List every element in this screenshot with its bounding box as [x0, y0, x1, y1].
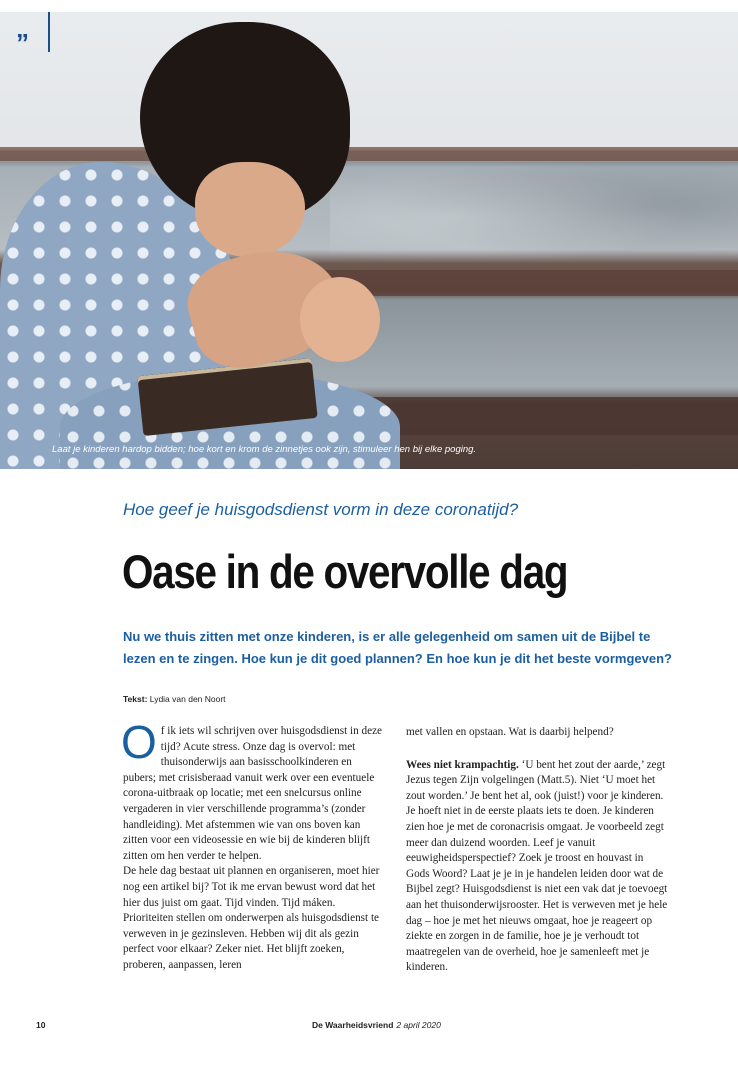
article-column-1 — [121, 716, 385, 974]
article-kicker: Hoe geef je huisgodsdienst vorm in deze coronatijd? — [123, 500, 519, 519]
quote-rule — [48, 12, 50, 52]
byline-label: Tekst: — [123, 694, 148, 704]
paragraph: met vallen en opstaan. Wat is daarbij helpend? — [406, 726, 614, 738]
paragraph — [121, 716, 385, 864]
paragraph-lead: Wees niet krampachtig. — [406, 758, 519, 771]
footer-publication — [312, 1020, 441, 1030]
paragraph: De hele dag bestaat uit plannen en organiseren, moet hier nog een artikel bij? Tot ik me ervan bewust word dat het hier dus juist om gaat. Tijd vinden. Tijd máken. Prioriteiten stellen om onderwerpen als huisgodsdienst te verweven in je gezinsleven. Hebben wij dit als gezin perfect voor elkaar? Zeker niet. Het blijft zoeken, proberen, aanpassen, leren — [123, 865, 380, 971]
article-title: Oase in de overvolle dag — [122, 545, 568, 598]
paragraph-text: f ik iets wil schrijven over huisgodsdienst in deze tijd? Acute stress. Onze dag is overvol: met thuisonderwijs aan basisschoolkinderen en pubers; met crisisberaad vanuit werk over een eventuele corona-uitbraak op locatie; met een snelcursus online vergaderen in vier verschillende programma’s (zonder handleiding). Met afstemmen wie van ons boven kan zitten voor een videosessie en wie bij de kinderen blijft zitten om hen verder te helpen. — [123, 725, 383, 862]
page-number: 10 — [36, 1020, 46, 1030]
quote-mark-icon: ” — [16, 28, 29, 58]
byline — [123, 694, 226, 704]
publication-name: De Waarheidsvriend — [312, 1020, 394, 1030]
photo-girl-face — [195, 162, 305, 257]
drop-cap: O — [121, 716, 157, 768]
article-intro: Nu we thuis zitten met onze kinderen, is er alle gelegenheid om samen uit de Bijbel te lezen en te zingen. Hoe kun je dit goed plannen? En hoe kun je dit het beste vormgeven? — [123, 629, 672, 666]
article-column-2 — [406, 725, 668, 976]
byline-author: Lydia van den Noort — [149, 694, 226, 704]
publication-date: 2 april 2020 — [396, 1020, 441, 1030]
photo-wall-band — [0, 147, 738, 161]
paragraph — [406, 758, 668, 976]
paragraph-text: ‘U bent het zout der aarde,’ zegt Jezus tegen Zijn volgelingen (Matt.5). Niet ‘U moet het zout worden.’ Je bent het al, ook (juist!) voor je kinderen. Je hoeft niet in de eerste plaats iets te doen. Je kinderen zien hoe je met de coronacrisis omgaat. Je voorbeeld zegt meer dan duizend woorden. Leef je vanuit eeuwigheidsperspectief? Zoek je troost en houvast in Gods Woord? Laat je je in je handelen leiden door wat de Bijbel zegt? Huisgodsdienst is niet een vak dat je toevoegt aan het thuisonderwijsrooster. Het is verweven met je hele dag – hoe je met het nieuws omgaat, hoe je reageert op ziekte en zorgen in de familie, hoe je je verhoudt tot maatregelen van de overheid, hoe je samenleeft met je kinderen. — [406, 758, 668, 974]
hero-photo — [0, 12, 738, 469]
paragraph-gap — [406, 741, 668, 758]
photo-wall-texture — [330, 162, 738, 272]
photo-praying-hands — [300, 277, 380, 362]
photo-caption: Laat je kinderen hardop bidden; hoe kort en krom de zinnetjes ook zijn, stimuleer hen bij elke poging. — [52, 444, 477, 455]
